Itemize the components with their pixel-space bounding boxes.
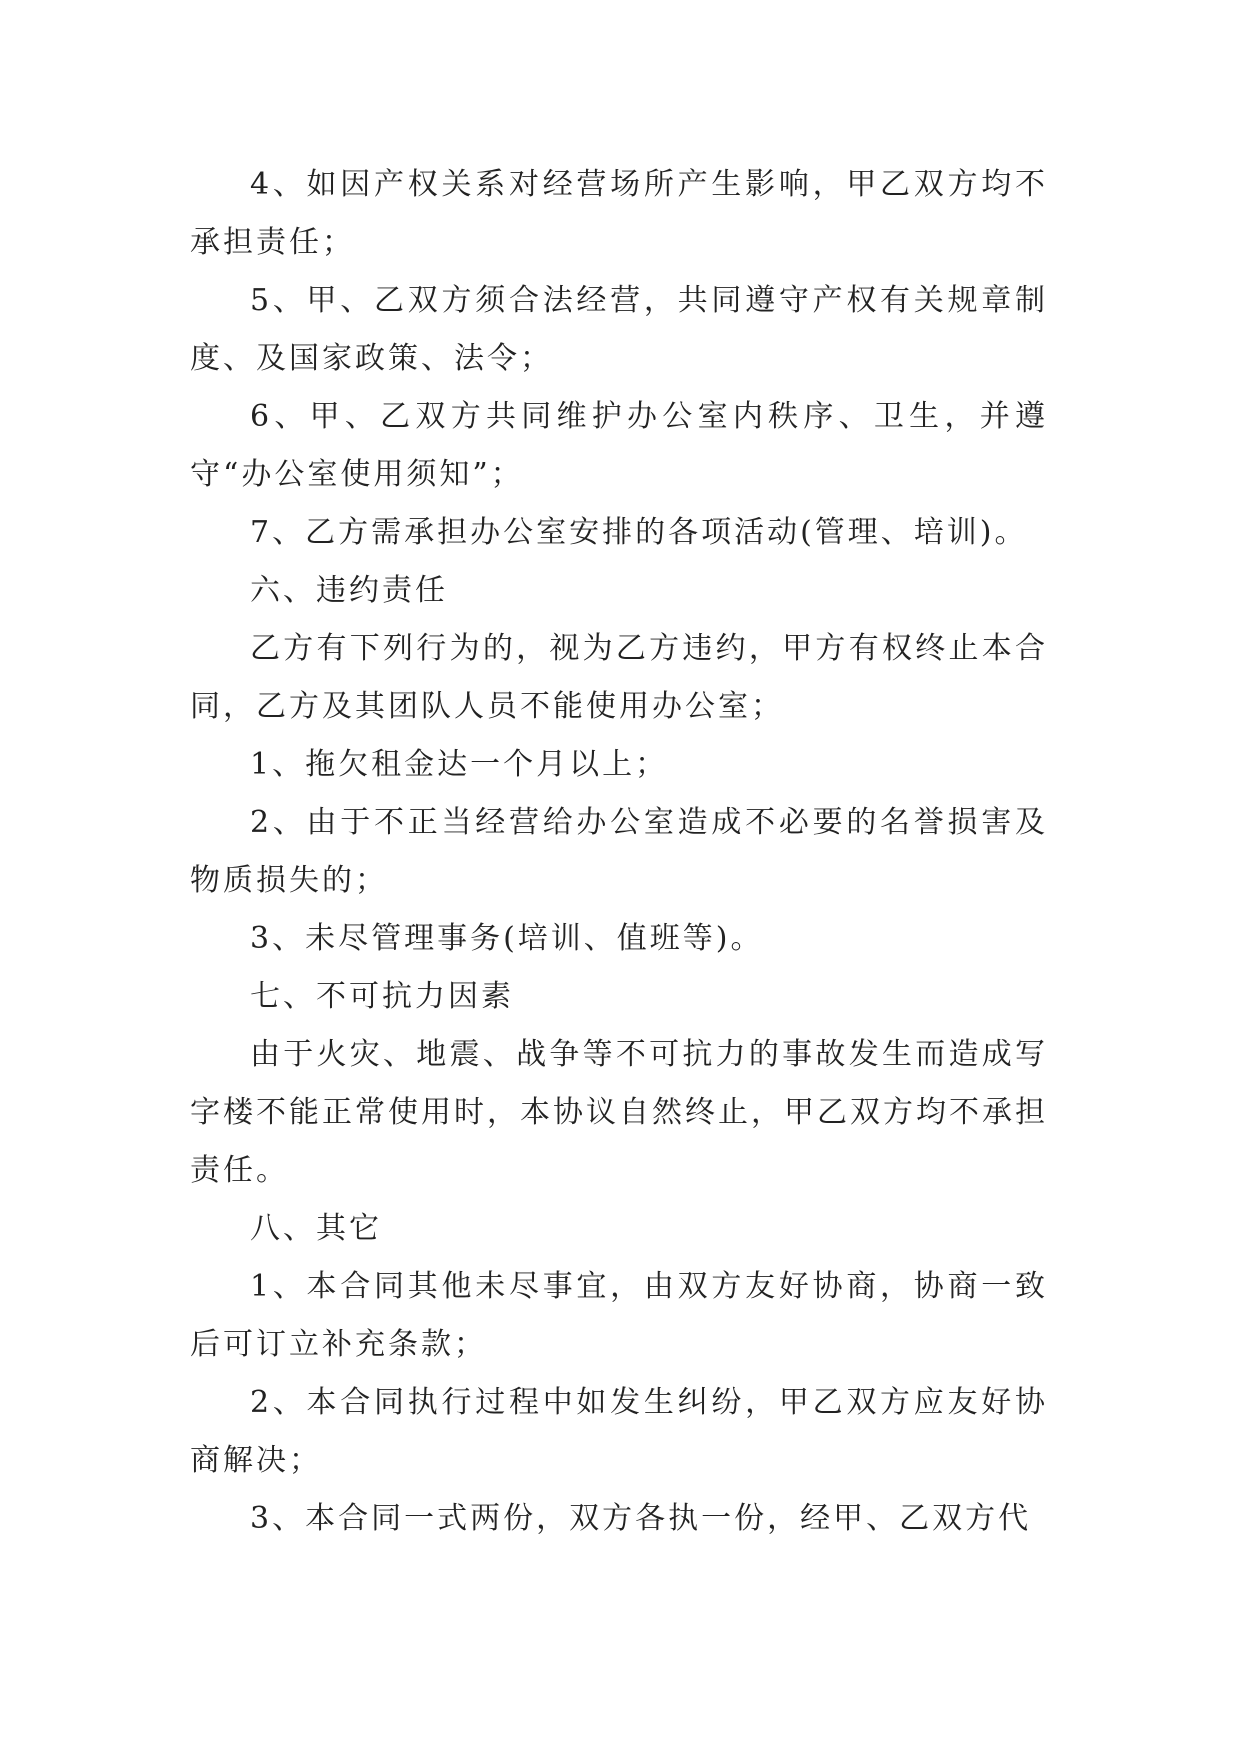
force-majeure-text: 由于火灾、地震、战争等不可抗力的事故发生而造成写字楼不能正常使用时，本协议自然终止，甲乙双方均不承担责任。	[190, 1037, 1048, 1188]
breach-intro: 乙方有下列行为的，视为乙方违约，甲方有权终止本合同，乙方及其团队人员不能使用办公室；	[190, 631, 1048, 724]
section-heading-other: 八、其它	[250, 1211, 382, 1246]
section-heading-breach: 六、违约责任	[250, 573, 448, 608]
breach-item-2: 2、由于不正当经营给办公室造成不必要的名誉损害及物质损失的；	[190, 805, 1048, 898]
other-item-1: 1、本合同其他未尽事宜，由双方友好协商，协商一致后可订立补充条款；	[190, 1269, 1048, 1362]
other-item-2: 2、本合同执行过程中如发生纠纷，甲乙双方应友好协商解决；	[190, 1385, 1048, 1478]
other-item-3: 3、本合同一式两份，双方各执一份，经甲、乙双方代	[250, 1501, 1032, 1536]
clause-6-office-order: 6、甲、乙双方共同维护办公室内秩序、卫生，并遵守“办公室使用须知”；	[190, 399, 1048, 492]
clause-5-lawful-operation: 5、甲、乙双方须合法经营，共同遵守产权有关规章制度、及国家政策、法令；	[190, 283, 1048, 376]
section-heading-force-majeure: 七、不可抗力因素	[250, 979, 514, 1014]
clause-4-property-rights: 4、如因产权关系对经营场所产生影响，甲乙双方均不承担责任；	[190, 167, 1048, 260]
document-page	[190, 156, 1048, 1548]
breach-item-1: 1、拖欠租金达一个月以上；	[250, 747, 669, 782]
clause-7-activities: 7、乙方需承担办公室安排的各项活动(管理、培训)。	[250, 515, 1028, 550]
breach-item-3: 3、未尽管理事务(培训、值班等)。	[250, 921, 764, 956]
